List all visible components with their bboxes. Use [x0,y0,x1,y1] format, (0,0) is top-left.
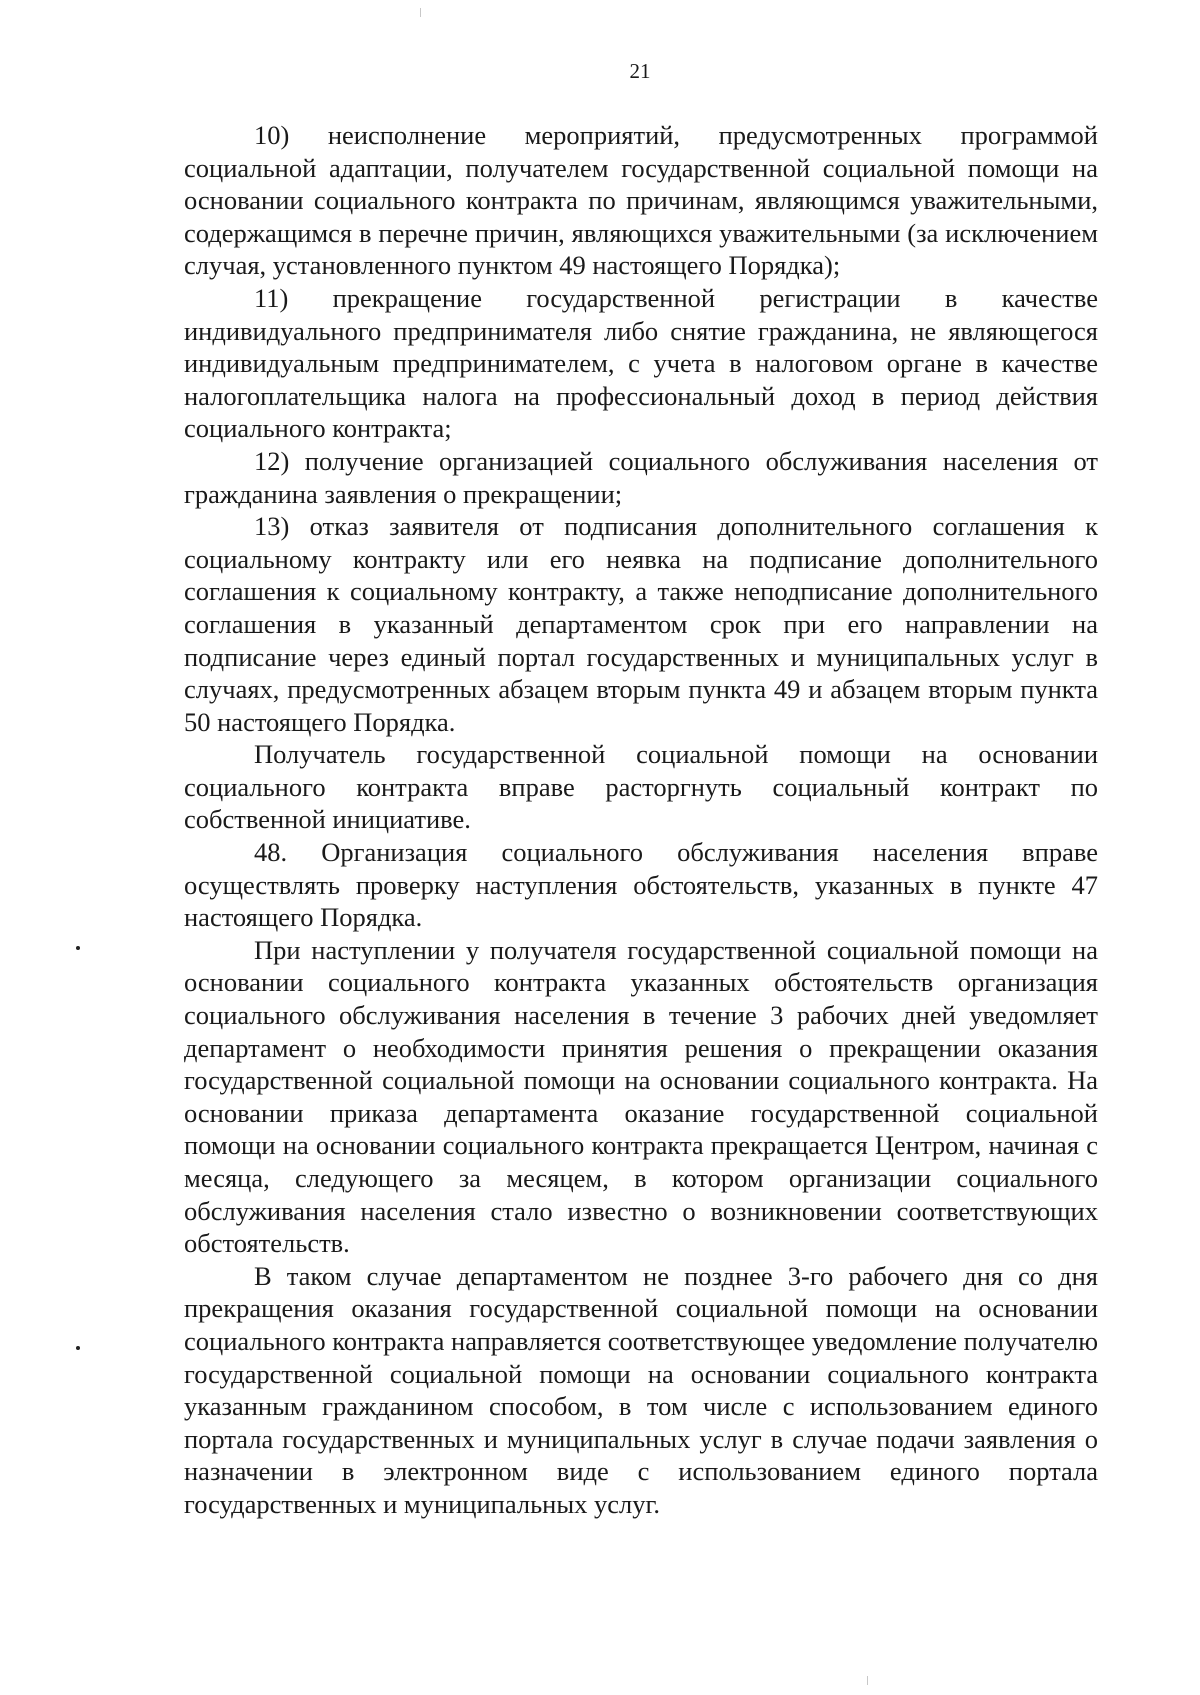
scan-artifact-speck [420,8,421,17]
paragraph-item-10: 10) неисполнение мероприятий, предусмотренных программой социальной адаптации, получателем государственной социальной помощи на основании социального контракта по причинам, являющимся уважительными, содержащимся в перечне причин, являющихся уважительными (за исключением случая, установленного пунктом 49 настоящего Порядка); [184,120,1098,281]
paragraph-circumstances-notice: При наступлении у получателя государственной социальной помощи на основании социального контракта указанных обстоятельств организация социального обслуживания населения в течение 3 рабочих дней уведомляет департамент о необходимости принятия решения о прекращении оказания государственной социальной помощи на основании социального контракта. На основании приказа департамента оказание государственной социальной помощи на основании социального контракта прекращается Центром, начиная с месяца, следующего за месяцем, в котором организации социального обслуживания населения стало известно о возникновении соответствующих обстоятельств. [184,934,1098,1259]
page-number: 21 [629,59,651,83]
paragraph-item-13: 13) отказ заявителя от подписания дополнительного соглашения к социальному контракту или его неявка на подписание дополнительного соглашения к социальному контракту, а также неподписание дополнительного соглашения в указанный департаментом срок при его направлении на подписание через единый портал государственных и муниципальных услуг в случаях, предусмотренных абзацем вторым пункта 49 и абзацем вторым пункта 50 настоящего Порядка. [184,511,1098,737]
paragraph-clause-48: 48. Организация социального обслуживания населения вправе осуществлять проверку наступления обстоятельств, указанных в пункте 47 настоящего Порядка. [184,837,1098,933]
paragraph-item-12: 12) получение организацией социального обслуживания населения от гражданина заявления о прекращении; [184,445,1098,509]
scan-artifact-dot [76,1346,80,1350]
paragraph-item-11: 11) прекращение государственной регистрации в качестве индивидуального предпринимателя либо снятие гражданина, не являющегося индивидуальным предпринимателем, с учета в налоговом органе в качестве налогоплательщика налога на профессиональный доход в период действия социального контракта; [184,282,1098,444]
paragraph-recipient-termination: Получатель государственной социальной помощи на основании социального контракта вправе расторгнуть социальный контракт по собственной инициативе. [184,739,1098,835]
document-body [184,119,1098,1521]
scan-artifact-speck [867,1676,868,1685]
scan-artifact-dot [76,946,80,950]
paragraph-department-notification: В таком случае департаментом не позднее 3-го рабочего дня со дня прекращения оказания государственной социальной помощи на основании социального контракта направляется соответствующее уведомление получателю государственной социальной помощи на основании социального контракта указанным гражданином способом, в том числе с использованием единого портала государственных и муниципальных услуг в случае подачи заявления о назначении в электронном виде с использованием единого портала государственных и муниципальных услуг. [184,1260,1098,1519]
